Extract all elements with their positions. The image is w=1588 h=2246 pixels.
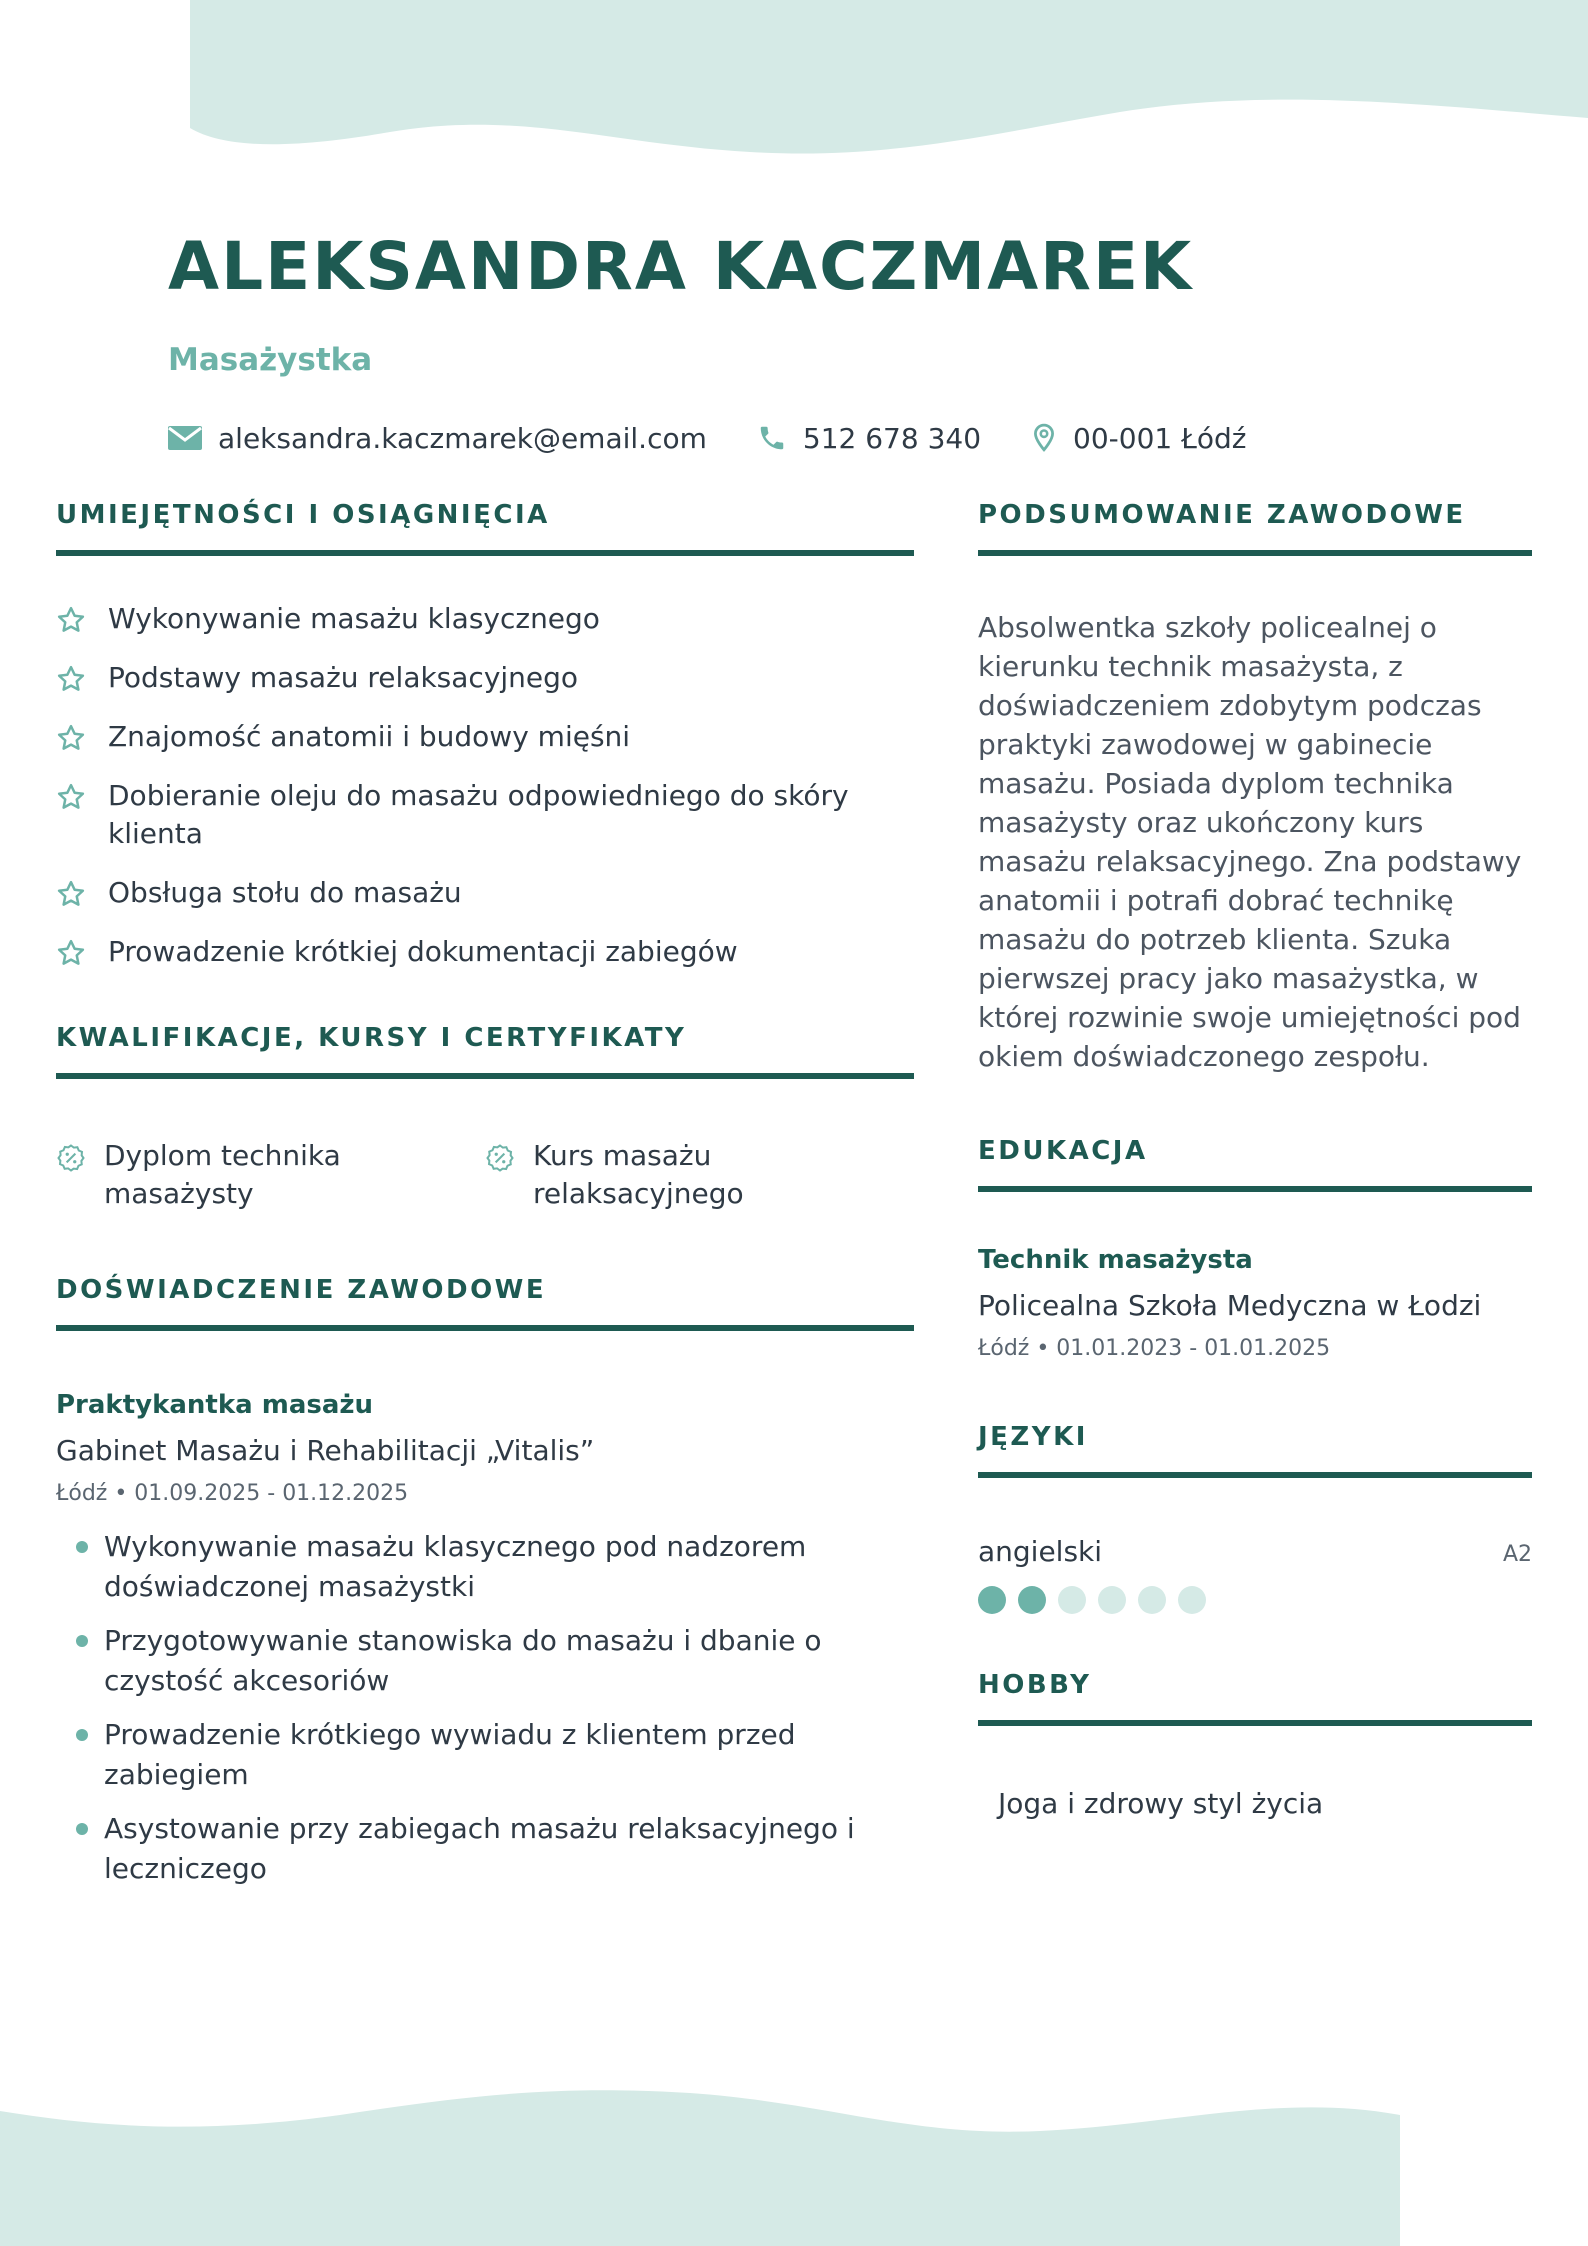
location-text: 00-001 Łódź	[1073, 421, 1247, 455]
experience-section-title: DOŚWIADCZENIE ZAWODOWE	[56, 1275, 914, 1331]
hobby-text: Joga i zdrowy styl życia	[998, 1787, 1324, 1820]
contact-phone[interactable]	[757, 422, 981, 455]
candidate-name: ALEKSANDRA KACZMAREK	[168, 228, 1194, 305]
proficiency-dot-filled	[1018, 1586, 1046, 1614]
skill-item	[56, 933, 914, 971]
right-column	[978, 500, 1532, 1824]
language-proficiency-dots	[978, 1586, 1532, 1614]
qualifications-section-title: KWALIFIKACJE, KURSY I CERTYFIKATY	[56, 1023, 914, 1079]
proficiency-dot-empty	[1138, 1586, 1166, 1614]
phone-text: 512 678 340	[802, 421, 982, 455]
phone-icon	[757, 423, 787, 453]
skill-text: Dobieranie oleju do masażu odpowiedniego do skóry klienta	[108, 779, 849, 850]
education-section-title: EDUKACJA	[978, 1136, 1532, 1192]
job-company: Gabinet Masażu i Rehabilitacji „Vitalis”	[56, 1434, 595, 1467]
job-bullet: Asystowanie przy zabiegach masażu relaksacyjnego i leczniczego	[56, 1809, 914, 1889]
education-school: Policealna Szkoła Medyczna w Łodzi	[978, 1289, 1482, 1322]
top-wave-decoration	[190, 0, 1588, 160]
contact-row	[168, 418, 1246, 458]
qualification-item	[485, 1137, 914, 1213]
job-bullet: Przygotowywanie stanowiska do masażu i dbanie o czystość akcesoriów	[56, 1621, 914, 1701]
language-level: A2	[1502, 1542, 1532, 1567]
skills-section-title: UMIEJĘTNOŚCI I OSIĄGNIĘCIA	[56, 500, 914, 556]
qualification-text: Dyplom technika masażysty	[104, 1139, 341, 1210]
language-entry	[978, 1532, 1532, 1614]
skill-text: Znajomość anatomii i budowy mięśni	[108, 720, 631, 753]
skill-text: Prowadzenie krótkiej dokumentacji zabiegów	[108, 935, 738, 968]
email-text: aleksandra.kaczmarek@email.com	[218, 421, 707, 455]
location-pin-icon	[1031, 423, 1057, 453]
proficiency-dot-empty	[1098, 1586, 1126, 1614]
job-title: Masażystka	[168, 342, 373, 378]
job-bullet: Prowadzenie krótkiego wywiadu z klientem przed zabiegiem	[56, 1715, 914, 1795]
star-icon	[56, 879, 86, 909]
languages-section-title: JĘZYKI	[978, 1422, 1532, 1478]
left-column	[56, 500, 914, 1903]
proficiency-dot-filled	[978, 1586, 1006, 1614]
skill-text: Wykonywanie masażu klasycznego	[108, 602, 600, 635]
education-meta: Łódź • 01.01.2023 - 01.01.2025	[978, 1336, 1331, 1361]
contact-email[interactable]	[168, 422, 707, 455]
proficiency-dot-empty	[1178, 1586, 1206, 1614]
star-icon	[56, 938, 86, 968]
star-icon	[56, 782, 86, 812]
qualifications-list	[56, 1137, 914, 1213]
skill-item	[56, 777, 914, 853]
education-entry	[978, 1242, 1532, 1364]
qualification-text: Kurs masażu relaksacyjnego	[533, 1139, 744, 1210]
job-meta: Łódź • 01.09.2025 - 01.12.2025	[56, 1481, 409, 1506]
star-icon	[56, 605, 86, 635]
skill-text: Podstawy masażu relaksacyjnego	[108, 661, 579, 694]
job-bullet: Wykonywanie masażu klasycznego pod nadzorem doświadczonej masażystki	[56, 1527, 914, 1607]
skill-item	[56, 874, 914, 912]
bottom-wave-decoration	[0, 2085, 1400, 2246]
envelope-icon	[168, 426, 202, 450]
job-entry	[56, 1387, 914, 1889]
percent-badge-icon	[56, 1143, 86, 1173]
proficiency-dot-empty	[1058, 1586, 1086, 1614]
language-name: angielski	[978, 1535, 1103, 1568]
hobby-section-title: HOBBY	[978, 1670, 1532, 1726]
skill-item	[56, 659, 914, 697]
skill-item	[56, 600, 914, 638]
summary-text: Absolwentka szkoły policealnej o kierunku technik masażysta, z doświadczeniem zdobytym podczas praktyki zawodowej w gabinecie masażu. Posiada dyplom technika masażysty oraz ukończony kurs masażu relaksacyjnego. Zna podstawy anatomii i potrafi dobrać technikę masażu do potrzeb klienta. Szuka pierwszej pracy jako masażystka, w której rozwinie swoje umiejętności pod okiem doświadczonego zespołu.	[978, 611, 1522, 1073]
star-icon	[56, 664, 86, 694]
skill-text: Obsługa stołu do masażu	[108, 876, 462, 909]
percent-badge-icon	[485, 1143, 515, 1173]
job-role: Praktykantka masażu	[56, 1390, 374, 1420]
job-bullets	[56, 1527, 914, 1889]
summary-section-title: PODSUMOWANIE ZAWODOWE	[978, 500, 1532, 556]
skills-list	[56, 600, 914, 971]
skill-item	[56, 718, 914, 756]
education-degree: Technik masażysta	[978, 1245, 1253, 1275]
qualification-item	[56, 1137, 485, 1213]
star-icon	[56, 723, 86, 753]
contact-location	[1031, 422, 1246, 455]
